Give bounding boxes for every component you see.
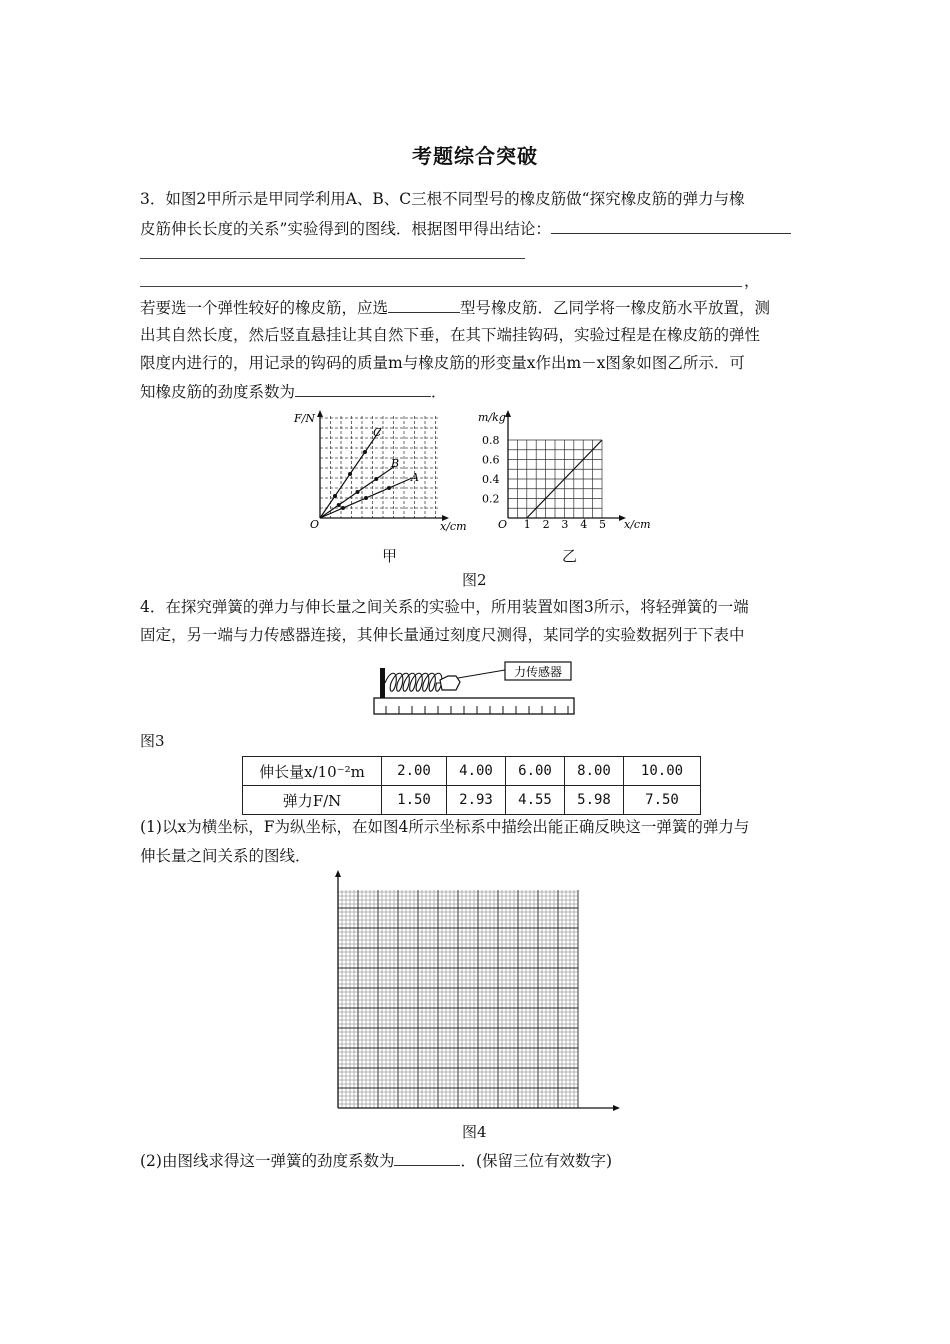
conclusion-blank-2[interactable] (140, 258, 525, 259)
jia-data-point (374, 477, 378, 481)
jia-data-point (387, 486, 391, 490)
jia-ylabel: F/N (294, 412, 315, 425)
stiffness-blank[interactable] (295, 380, 431, 397)
q3-line5: 出其自然长度，然后竖直悬挂让其自然下垂，在其下端挂钩码，实验过程是在橡皮筋的弹性 (140, 326, 761, 344)
yi-grid (508, 440, 602, 518)
fig2-yi-chart (474, 408, 664, 538)
table-cell: 6.00 (506, 757, 565, 786)
yi-xtick-label: 1 (523, 518, 531, 531)
data-table (242, 756, 701, 815)
fig4-caption: 图4 (462, 1123, 487, 1141)
conclusion-blank-1[interactable] (551, 217, 791, 234)
jia-data-point (348, 472, 352, 476)
table-cell: 2.93 (447, 786, 506, 815)
spring-constant-blank[interactable] (394, 1149, 460, 1166)
yi-xtick-label: 5 (599, 518, 606, 531)
yi-xtick-label: 2 (542, 518, 550, 531)
q3-line7 (140, 380, 447, 403)
q4-sub2a: (2)由图线求得这一弹簧的劲度系数为 (140, 1152, 395, 1170)
row-head-f: 弹力F/N (243, 786, 382, 815)
jia-data-point (364, 496, 368, 500)
q3-line2-text: 皮筋伸长长度的关系”实验得到的图线．根据图甲得出结论： (140, 220, 551, 238)
q3-line4b: 型号橡皮筋．乙同学将一橡皮筋水平放置，测 (460, 299, 771, 317)
force-sensor (440, 676, 460, 690)
jia-origin: O (310, 518, 320, 531)
fig2-caption: 图2 (462, 571, 487, 589)
jia-label-c: C (373, 426, 382, 439)
fig2-yi-label: 乙 (562, 547, 578, 565)
fig2-jia-chart (290, 408, 480, 538)
conclusion-blank-3[interactable] (140, 286, 742, 287)
jia-label-b: B (391, 457, 400, 470)
jia-data-point (333, 494, 337, 498)
q3-line1: 3．如图2甲所示是甲同学利用A、B、C三根不同型号的橡皮筋做“探究橡皮筋的弹力与橡 (140, 190, 745, 208)
yi-xtick-label: 4 (580, 518, 588, 531)
q3-line2 (140, 217, 791, 240)
yi-ytick-label: 0.2 (482, 492, 500, 506)
q3-line7-text: 知橡皮筋的劲度系数为 (140, 383, 296, 401)
jia-data-point (356, 490, 360, 494)
fig2-jia-label: 甲 (382, 547, 398, 565)
q3-comma: ， (744, 272, 760, 290)
fig3-apparatus (372, 660, 582, 720)
fig4-x-arrow (613, 1105, 620, 1111)
q4-sub1-line2: 伸长量之间关系的图线． (140, 847, 311, 865)
table-cell: 8.00 (565, 757, 624, 786)
jia-data-point (363, 450, 367, 454)
table-cell: 4.00 (447, 757, 506, 786)
jia-data-point (337, 503, 341, 507)
sensor-label: 力传感器 (514, 665, 563, 679)
jia-y-arrow (317, 410, 323, 417)
table-row (243, 786, 701, 815)
jia-label-a: A (411, 471, 419, 484)
yi-y-arrow (505, 410, 511, 417)
yi-ylabel: m/kg (478, 411, 506, 424)
fig3-caption: 图3 (140, 732, 165, 750)
fig4-graph-paper[interactable] (328, 868, 628, 1113)
table-cell: 5.98 (565, 786, 624, 815)
table-cell: 1.50 (382, 786, 447, 815)
table-cell: 4.55 (506, 786, 565, 815)
row-head-x: 伸长量x/10⁻²m (243, 757, 382, 786)
fig4-y-arrow (335, 870, 341, 877)
q4-line1: 4．在探究弹簧的弹力与伸长量之间关系的实验中，所用装置如图3所示，将轻弹簧的一端 (140, 598, 749, 616)
q3-line4a: 若要选一个弹性较好的橡皮筋，应选 (140, 299, 389, 317)
ruler (374, 698, 574, 714)
yi-ytick-label: 0.6 (482, 453, 500, 467)
q4-sub1-line1: (1)以x为横坐标，F为纵坐标，在如图4所示坐标系中描绘出能正确反映这一弹簧的弹力与 (140, 818, 750, 836)
yi-origin: O (498, 518, 508, 531)
jia-xlabel: x/cm (440, 520, 467, 533)
section-title: 考题综合突破 (412, 144, 538, 168)
model-blank[interactable] (388, 296, 460, 313)
table-cell: 7.50 (624, 786, 701, 815)
sensor-lead (458, 670, 505, 678)
jia-data-point (341, 506, 345, 510)
q4-sub2b: ．(保留三位有效数字) (460, 1152, 613, 1170)
spring (385, 673, 442, 691)
table-cell: 10.00 (624, 757, 701, 786)
yi-xtick-label: 3 (561, 518, 569, 531)
table-row (243, 757, 701, 786)
q4-line2: 固定，另一端与力传感器连接，其伸长量通过刻度尺测得，某同学的实验数据列于下表中 (140, 626, 745, 644)
q3-line6: 限度内进行的，用记录的钩码的质量m与橡皮筋的形变量x作出m－x图象如图乙所示．可 (140, 354, 745, 372)
table-cell: 2.00 (382, 757, 447, 786)
yi-ytick-label: 0.4 (482, 473, 500, 486)
q3-line4 (140, 296, 770, 319)
q4-sub2 (140, 1149, 612, 1172)
fixed-wall (380, 668, 385, 698)
yi-ytick-label: 0.8 (482, 434, 500, 447)
yi-xlabel: x/cm (624, 518, 651, 531)
q3-line7-end: ． (431, 383, 447, 401)
